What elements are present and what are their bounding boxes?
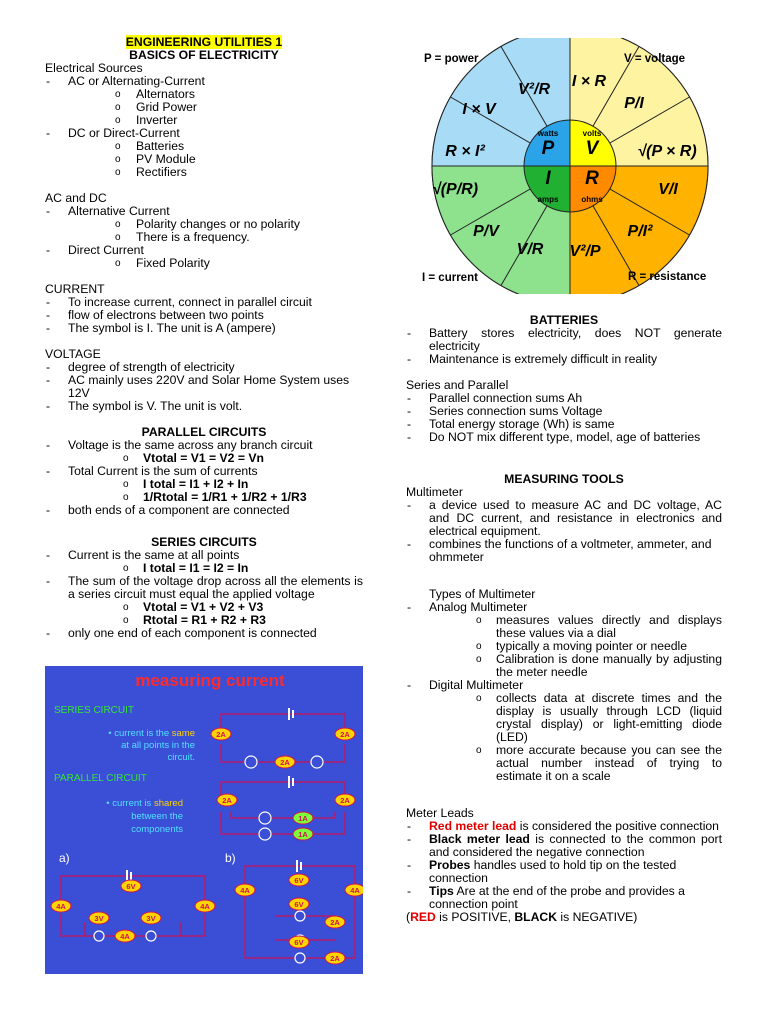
wheel-formula: √(P × R) [637, 143, 697, 160]
lamp-symbol [245, 756, 257, 768]
batteries-item: - Battery stores electricity, does NOT generate electricity [406, 327, 722, 353]
wheel-formula: P/V [473, 223, 499, 240]
current-badge-label: 6V [126, 882, 136, 891]
parallel-formula: o I total = I1 + I2 + In [45, 478, 363, 491]
multimeter-item: - combines the functions of a voltmeter, ammeter, and ohmmeter [406, 538, 722, 564]
wheel-formula: R × I² [445, 143, 485, 160]
doc-title: ENGINEERING UTILITIES 1 [125, 35, 283, 49]
sp-item: - Do NOT mix different type, model, age of batteries [406, 431, 722, 444]
series-text-line: at all points in the [121, 740, 195, 751]
parallel-text-line: between the [131, 811, 183, 822]
sp-item: - Total energy storage (Wh) is same [406, 418, 722, 431]
parallel-text-line: • current is shared [106, 798, 183, 809]
lead-black: - Black meter lead is connected to the common port and considered the negative connection [406, 833, 722, 859]
left-column [45, 36, 363, 640]
direct-sub: o Fixed Polarity [45, 257, 363, 270]
ac-sub: o Inverter [45, 114, 363, 127]
measuring-current-figure [45, 666, 363, 974]
current-badge-label: 6V [294, 938, 304, 947]
current-badge-label: 4A [350, 886, 360, 895]
leads-heading: Meter Leads [406, 806, 474, 820]
batteries-item: - Maintenance is extremely difficult in reality [406, 353, 722, 366]
acdc-heading: AC and DC [45, 191, 107, 205]
current-badge-label: 2A [330, 918, 340, 927]
wheel-unit-label: volts [582, 129, 602, 138]
lamp-symbol [295, 911, 305, 921]
batteries-heading: BATTERIES [529, 313, 599, 327]
voltage-item: - The symbol is V. The unit is volt. [45, 400, 363, 413]
alt-item: - Alternative Current [45, 205, 363, 218]
lead-probes: - Probes handles used to hold tip on the tested connection [406, 859, 722, 885]
parallel-formula: o Vtotal = V1 = V2 = Vn [45, 452, 363, 465]
wheel-formula: V/R [516, 241, 544, 258]
parallel-text-line: components [131, 824, 183, 835]
multimeter-item: - a device used to measure AC and DC voltage, AC and DC current, and resistance in electronics and electrical equipment. [406, 499, 722, 538]
current-badge-label: 1A [298, 830, 308, 839]
wheel-formula: I × R [571, 73, 607, 90]
current-badge-label: 3V [146, 914, 156, 923]
current-badge-label: 1A [298, 814, 308, 823]
corner-label-power: P = power [424, 53, 479, 65]
current-badge-label: 4A [120, 932, 130, 941]
ac-item: - AC or Alternating-Current [45, 75, 363, 88]
parallel-circuit-label: PARALLEL CIRCUIT [54, 773, 147, 784]
figure-title: measuring current [135, 671, 285, 690]
series-item: - The sum of the voltage drop across all the elements is a series circuit must equal the applied voltage [45, 575, 363, 601]
current-badge-label: 4A [240, 886, 250, 895]
circuit-b-label: b) [225, 851, 236, 865]
series-formula: o Rtotal = R1 + R2 + R3 [45, 614, 363, 627]
wheel-formula: V²/P [569, 243, 601, 260]
wheel-symbol: R [585, 168, 599, 189]
voltage-item: - degree of strength of electricity [45, 361, 363, 374]
wheel-unit-label: amps [537, 195, 559, 204]
current-badge-label: 3V [94, 914, 104, 923]
analog-sub: o typically a moving pointer or needle [406, 640, 722, 653]
doc-subtitle: BASICS OF ELECTRICITY [129, 48, 279, 62]
right-column [406, 314, 722, 924]
digital-sub: o more accurate because you can see the actual number instead of trying to estimate it on a scale [406, 744, 722, 783]
dc-sub: o Rectifiers [45, 166, 363, 179]
series-text-line: • current is the same [108, 728, 195, 739]
power-wheel-diagram [410, 38, 730, 294]
ac-sub: o Alternators [45, 88, 363, 101]
lead-red: - Red meter lead is considered the positive connection [406, 820, 722, 833]
lamp-symbol [259, 812, 271, 824]
series-formula: o Vtotal = V1 + V2 + V3 [45, 601, 363, 614]
parallel-item: - Total Current is the sum of currents [45, 465, 363, 478]
lamp-symbol [146, 931, 156, 941]
multimeter-heading: Multimeter [406, 485, 463, 499]
lamp-symbol [259, 828, 271, 840]
series-formula: o I total = I1 = I2 = In [45, 562, 363, 575]
corner-label-resistance: R = resistance [628, 271, 707, 283]
wheel-formula: V/I [658, 181, 678, 198]
series-circuit-label: SERIES CIRCUIT [54, 705, 135, 716]
digital-item: - Digital Multimeter [406, 679, 722, 692]
analog-sub: o measures values directly and displays these values via a dial [406, 614, 722, 640]
voltage-heading: VOLTAGE [45, 347, 101, 361]
series-heading: SERIES CIRCUITS [151, 535, 257, 549]
current-item: - The symbol is I. The unit is A (ampere) [45, 322, 363, 335]
current-heading: CURRENT [45, 282, 105, 296]
lamp-symbol [94, 931, 104, 941]
corner-label-voltage: V = voltage [624, 53, 686, 65]
current-badge-label: 2A [340, 730, 350, 739]
dc-sub: o PV Module [45, 153, 363, 166]
wheel-symbol: I [545, 168, 551, 189]
current-badge-label: 2A [330, 954, 340, 963]
current-badge-label: 2A [222, 796, 232, 805]
current-item: - To increase current, connect in parallel circuit [45, 296, 363, 309]
sp-item: - Parallel connection sums Ah [406, 392, 722, 405]
digital-sub: o collects data at discrete times and the display is usually through LCD (liquid crystal display) or light-emitting diode (LED) [406, 692, 722, 744]
current-badge-label: 4A [56, 902, 66, 911]
wheel-symbol: V [585, 138, 599, 159]
lead-tips: - Tips Are at the end of the probe and provides a connection point [406, 885, 722, 911]
wheel-formula: V²/R [518, 81, 550, 98]
parallel-heading: PARALLEL CIRCUITS [141, 425, 267, 439]
ac-sub: o Grid Power [45, 101, 363, 114]
types-heading: Types of Multimeter [429, 587, 536, 601]
voltage-item: - AC mainly uses 220V and Solar Home System uses 12V [45, 374, 363, 400]
series-text-line: circuit. [167, 752, 195, 763]
current-badge-label: 2A [216, 730, 226, 739]
current-badge-label: 2A [340, 796, 350, 805]
corner-label-current: I = current [422, 272, 478, 284]
parallel-item: - Voltage is the same across any branch circuit [45, 439, 363, 452]
alt-sub: o There is a frequency. [45, 231, 363, 244]
parallel-item: - both ends of a component are connected [45, 504, 363, 517]
sp-heading: Series and Parallel [406, 378, 509, 392]
current-badge-label: 6V [294, 876, 304, 885]
wheel-unit-label: ohms [581, 195, 603, 204]
wheel-formula: P/I² [627, 223, 653, 240]
sp-item: - Series connection sums Voltage [406, 405, 722, 418]
wheel-symbol: P [541, 138, 555, 159]
wheel-formula: P/I [624, 95, 644, 112]
analog-sub: o Calibration is done manually by adjusting the meter needle [406, 653, 722, 679]
current-badge-label: 6V [294, 900, 304, 909]
wheel-center [524, 120, 616, 212]
lamp-symbol [311, 756, 323, 768]
lamp-symbol [295, 953, 305, 963]
series-item: - only one end of each component is connected [45, 627, 363, 640]
wheel-formula: I × V [462, 101, 496, 118]
tools-heading: MEASURING TOOLS [504, 472, 624, 486]
circuit-a-label: a) [59, 851, 70, 865]
dc-sub: o Batteries [45, 140, 363, 153]
dc-item: - DC or Direct-Current [45, 127, 363, 140]
series-item: - Current is the same at all points [45, 549, 363, 562]
sources-heading: Electrical Sources [45, 61, 143, 75]
current-item: - flow of electrons between two points [45, 309, 363, 322]
alt-sub: o Polarity changes or no polarity [45, 218, 363, 231]
wheel-formula: √(P/R) [431, 181, 479, 198]
lead-summary: (RED is POSITIVE, BLACK is NEGATIVE) [406, 910, 638, 924]
wheel-unit-label: watts [537, 129, 559, 138]
direct-item: - Direct Current [45, 244, 363, 257]
current-badge-label: 2A [280, 758, 290, 767]
analog-item: - Analog Multimeter [406, 601, 722, 614]
current-badge-label: 4A [200, 902, 210, 911]
parallel-formula: o 1/Rtotal = 1/R1 + 1/R2 + 1/R3 [45, 491, 363, 504]
